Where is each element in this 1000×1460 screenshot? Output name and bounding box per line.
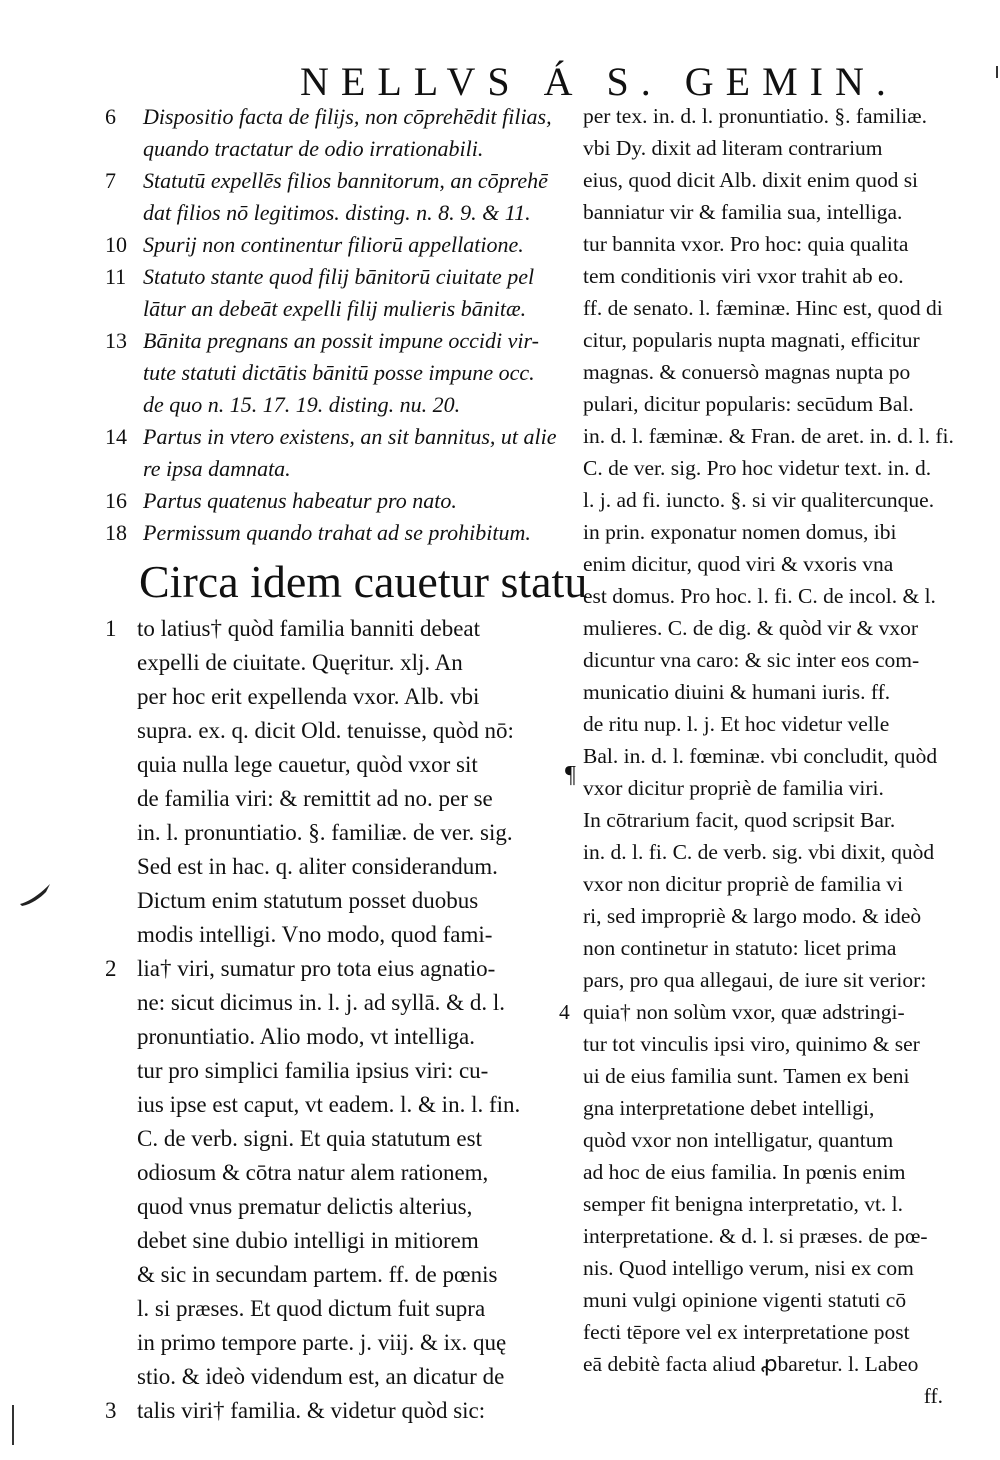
line-text: semper fit benigna interpretatio, vt. l. [583, 1192, 904, 1216]
text-line [583, 1352, 983, 1384]
index-entry [105, 456, 565, 488]
line-text: vxor dicitur propriè de familia viri. [583, 776, 884, 800]
line-text: C. de ver. sig. Pro hoc videtur text. in. d. [583, 456, 932, 480]
text-line [583, 328, 983, 360]
text-line [583, 616, 983, 648]
line-text: quod vnus prematur delictis alterius, [137, 1194, 473, 1219]
index-entry-text: Statutū expellēs filios bannitorum, an cōprehē [143, 168, 548, 193]
margin-tick-top-right [996, 66, 998, 78]
line-text: ui de eius familia sunt. Tamen ex beni [583, 1064, 910, 1088]
line-text: quia nulla lege cauetur, quòd vxor sit [137, 752, 478, 777]
text-line [583, 1224, 983, 1256]
text-line [583, 264, 983, 296]
index-entry-number: 18 [105, 520, 127, 545]
line-text: pronuntiatio. Alio modo, vt intelliga. [137, 1024, 475, 1049]
index-entry-text: lātur an debeāt expelli filij mulieris bānitæ. [143, 296, 527, 321]
line-text: stio. & ideò videndum est, an dicatur de [137, 1364, 505, 1389]
line-text: est domus. Pro hoc. l. fi. C. de incol. & l. [583, 584, 936, 608]
index-entry-number: 10 [105, 232, 127, 257]
text-line [583, 968, 983, 1000]
catchword-line [583, 1384, 983, 1416]
margin-number: 4 [559, 1000, 570, 1024]
text-line [583, 456, 983, 488]
line-text: mulieres. C. de dig. & quòd vir & vxor [583, 616, 919, 640]
index-entry-number: 16 [105, 488, 127, 513]
margin-number: 2 [105, 956, 117, 981]
text-line [105, 1228, 565, 1262]
index-entry-text: re ipsa damnata. [143, 456, 291, 481]
text-line [105, 752, 565, 786]
line-text: nis. Quod intelligo verum, nisi ex com [583, 1256, 914, 1280]
index-entry [105, 520, 565, 552]
text-line [105, 718, 565, 752]
text-line [583, 424, 983, 456]
index-entry [105, 104, 565, 136]
line-text: vxor non dicitur propriè de familia vi [583, 872, 904, 896]
text-line [583, 296, 983, 328]
line-text: per tex. in. d. l. pronuntiatio. §. familiæ. [583, 104, 927, 128]
index-entry [105, 392, 565, 424]
text-line [583, 1192, 983, 1224]
index-entry-text: tute statuti dictātis bānitū posse impune occ. [143, 360, 535, 385]
line-text: odiosum & cōtra natur alem rationem, [137, 1160, 489, 1185]
line-text: tur tot vinculis ipsi viro, quinimo & ser [583, 1032, 920, 1056]
text-line [105, 820, 565, 854]
line-text: fecti tēpore vel ex interpretatione post [583, 1320, 910, 1344]
left-body-text [105, 616, 565, 1432]
text-line [105, 1398, 565, 1432]
line-text: gna interpretatione debet intelligi, [583, 1096, 875, 1120]
index-entry [105, 328, 565, 360]
text-line [583, 1064, 983, 1096]
catchword: ff. [923, 1384, 943, 1408]
line-text: muni vulgi opinione vigenti statuti cō [583, 1288, 907, 1312]
section-heading: Circa idem cauetur statu [139, 556, 588, 607]
handwritten-mark-icon [18, 882, 52, 908]
line-text: lia† viri, sumatur pro tota eius agnatio- [137, 956, 496, 981]
index-entry-text: Partus in vtero existens, an sit bannitus, ut alie [143, 424, 557, 449]
text-line [105, 1330, 565, 1364]
text-line [105, 956, 565, 990]
text-line [583, 552, 983, 584]
text-line [583, 1320, 983, 1352]
index-entry-number: 14 [105, 424, 127, 449]
index-entry [105, 136, 565, 168]
index-entry-text: Partus quatenus habeatur pro nato. [143, 488, 457, 513]
text-line [105, 1160, 565, 1194]
text-line [583, 1256, 983, 1288]
line-text: ff. de senato. l. fæminæ. Hinc est, quod di [583, 296, 943, 320]
line-text: non continetur in statuto: licet prima [583, 936, 897, 960]
left-column [105, 104, 588, 1432]
index-entry-number: 11 [105, 264, 127, 289]
line-text: talis viri† familia. & videtur quòd sic: [137, 1398, 486, 1423]
text-line [583, 872, 983, 904]
text-line [105, 1262, 565, 1296]
text-line [583, 712, 983, 744]
line-text: l. si præses. Et quod dictum fuit supra [137, 1296, 486, 1321]
line-text: ri, sed impropriè & largo modo. & ideò [583, 904, 922, 928]
index-entry [105, 488, 565, 520]
text-line [583, 808, 983, 840]
line-text: banniatur vir & familia sua, intelliga. [583, 200, 903, 224]
index-entry-text: Statuto stante quod filij bānitorū ciuitate pel [143, 264, 535, 289]
text-line [583, 1160, 983, 1192]
line-text: ad hoc de eius familia. In pœnis enim [583, 1160, 906, 1184]
text-line [105, 854, 565, 888]
line-text: magnas. & conuersò magnas nupta po [583, 360, 911, 384]
text-line [105, 888, 565, 922]
line-text: l. j. ad fi. iuncto. §. si vir qualitercunque. [583, 488, 935, 512]
index-entry [105, 296, 565, 328]
index-entry [105, 424, 565, 456]
text-line [583, 392, 983, 424]
summary-index [105, 104, 565, 552]
line-text: enim dicitur, quod viri & vxoris vna [583, 552, 894, 576]
text-line [105, 1024, 565, 1058]
line-text: tur pro simplici familia ipsius viri: cu- [137, 1058, 489, 1083]
line-text: in. d. l. fæminæ. & Fran. de aret. in. d. l. fi. [583, 424, 954, 448]
line-text: in primo tempore parte. j. viij. & ix. quę [137, 1330, 507, 1355]
text-line [583, 1288, 983, 1320]
index-entry [105, 264, 565, 296]
text-line [583, 360, 983, 392]
line-text: Sed est in hac. q. aliter considerandum. [137, 854, 498, 879]
line-text: citur, popularis nupta magnati, efficitur [583, 328, 920, 352]
text-line [583, 904, 983, 936]
index-entry-number: 13 [105, 328, 127, 353]
index-entry-number: 7 [105, 168, 116, 193]
text-line [559, 1000, 983, 1032]
text-line [583, 1128, 983, 1160]
line-text: quia† non solùm vxor, quæ adstringi- [583, 1000, 905, 1024]
line-text: ius ipse est caput, vt eadem. l. & in. l. fin. [137, 1092, 521, 1117]
pilcrow-mark: ¶ [565, 762, 576, 788]
text-line [105, 1092, 565, 1126]
index-entry-number: 6 [105, 104, 116, 129]
line-text: vbi Dy. dixit ad literam contrarium [583, 136, 883, 160]
text-line [105, 786, 565, 820]
text-line [583, 232, 983, 264]
line-text: expelli de ciuitate. Quęritur. xlj. An [137, 650, 463, 675]
line-text: in prin. exponatur nomen domus, ibi [583, 520, 897, 544]
line-text: interpretatione. & d. l. si præses. de pœ- [583, 1224, 928, 1248]
text-line [583, 104, 983, 136]
index-entry-text: dat filios nō legitimos. disting. n. 8. 9. & 11. [143, 200, 531, 225]
line-text: supra. ex. q. dicit Old. tenuisse, quòd nō: [137, 718, 514, 743]
right-body-text [559, 104, 983, 1384]
running-header: NELLVS Á S. GEMIN. [300, 59, 898, 104]
line-text: in. d. l. fi. C. de verb. sig. vbi dixit, quòd [583, 840, 935, 864]
text-line [105, 1126, 565, 1160]
line-text: in. l. pronuntiatio. §. familiæ. de ver. sig. [137, 820, 513, 845]
line-text: debet sine dubio intelligi in mitiorem [137, 1228, 479, 1253]
text-line [583, 488, 983, 520]
line-text: de familia viri: & remittit ad no. per se [137, 786, 493, 811]
line-text: tur bannita vxor. Pro hoc: quia qualita [583, 232, 909, 256]
text-line [583, 168, 983, 200]
right-column [559, 104, 983, 1416]
index-entry [105, 360, 565, 392]
line-text: quòd vxor non intelligatur, quantum [583, 1128, 894, 1152]
line-text: eā debitè facta aliud ꝓbaretur. l. Labeo [583, 1352, 919, 1376]
line-text: Bal. in. d. l. fœminæ. vbi concludit, quòd [583, 744, 938, 768]
text-line [105, 990, 565, 1024]
text-line [583, 520, 983, 552]
line-text: modis intelligi. Vno modo, quod fami- [137, 922, 493, 947]
text-line [583, 1032, 983, 1064]
text-line [583, 744, 983, 776]
line-text: municatio diuini & humani iuris. ff. [583, 680, 891, 704]
text-line [105, 684, 565, 718]
margin-tick-bottom-left [12, 1405, 14, 1445]
text-line [583, 936, 983, 968]
text-line [583, 200, 983, 232]
text-line [105, 1364, 565, 1398]
line-text: ne: sicut dicimus in. l. j. ad syllā. & d. l. [137, 990, 505, 1015]
text-line [105, 1296, 565, 1330]
text-line [105, 616, 565, 650]
line-text: to latius† quòd familia banniti debeat [137, 616, 481, 641]
line-text: dicuntur vna caro: & sic inter eos com- [583, 648, 920, 672]
text-line [105, 1058, 565, 1092]
line-text: & sic in secundam partem. ff. de pœnis [137, 1262, 498, 1287]
index-entry-text: de quo n. 15. 17. 19. disting. nu. 20. [143, 392, 461, 417]
text-line [105, 650, 565, 684]
index-entry-text: Bānita pregnans an possit impune occidi vir- [143, 328, 539, 353]
index-entry-text: Permissum quando trahat ad se prohibitum. [143, 520, 531, 545]
line-text: pulari, dicitur popularis: secūdum Bal. [583, 392, 914, 416]
index-entry [105, 232, 565, 264]
margin-number: 3 [105, 1398, 117, 1423]
line-text: tem conditionis viri vxor trahit ab eo. [583, 264, 904, 288]
index-entry-text: Spurij non continentur filiorū appellatione. [143, 232, 524, 257]
margin-number: 1 [105, 616, 117, 641]
text-line [583, 584, 983, 616]
index-entry [105, 200, 565, 232]
line-text: de ritu nup. l. j. Et hoc videtur velle [583, 712, 890, 736]
text-line [105, 1194, 565, 1228]
text-line [105, 922, 565, 956]
index-entry-text: Dispositio facta de filijs, non cōprehēdit filias, [143, 104, 552, 129]
text-line [583, 136, 983, 168]
line-text: In cōtrarium facit, quod scripsit Bar. [583, 808, 896, 832]
line-text: pars, pro qua allegaui, de iure sit verior: [583, 968, 927, 992]
line-text: per hoc erit expellenda vxor. Alb. vbi [137, 684, 480, 709]
index-entry [105, 168, 565, 200]
index-entry-text: quando tractatur de odio irrationabili. [143, 136, 484, 161]
text-line [583, 776, 983, 808]
line-text: Dictum enim statutum posset duobus [137, 888, 479, 913]
line-text: C. de verb. signi. Et quia statutum est [137, 1126, 482, 1151]
text-line [583, 680, 983, 712]
text-line [583, 648, 983, 680]
text-line [583, 1096, 983, 1128]
text-line [583, 840, 983, 872]
line-text: eius, quod dicit Alb. dixit enim quod si [583, 168, 919, 192]
